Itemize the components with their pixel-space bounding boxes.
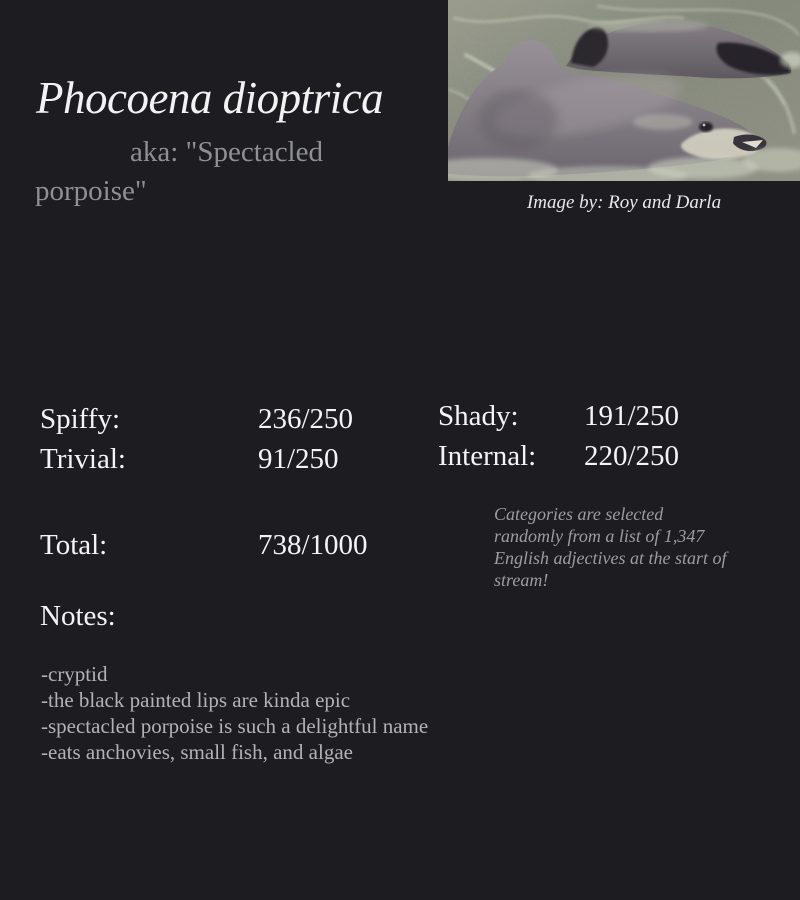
species-title: Phocoena dioptrica xyxy=(36,73,384,123)
stat-value-spiffy: 236/250 xyxy=(258,403,354,435)
porpoise-photo-illustration xyxy=(448,0,800,181)
stat-value-trivial: 91/250 xyxy=(258,443,339,475)
notes-heading: Notes: xyxy=(40,600,116,632)
species-aka-subtitle: aka: "Spectacled porpoise" xyxy=(35,136,323,207)
notes-list xyxy=(41,661,428,765)
note-item: -eats anchovies, small fish, and algae xyxy=(41,740,353,764)
stat-value-shady: 191/250 xyxy=(584,400,680,432)
stat-label-trivial: Trivial: xyxy=(40,443,126,475)
stat-label-total: Total: xyxy=(40,529,108,561)
note-item: -cryptid xyxy=(41,662,108,686)
stat-value-total: 738/1000 xyxy=(258,529,368,561)
stat-value-internal: 220/250 xyxy=(584,440,680,472)
stat-label-internal: Internal: xyxy=(438,440,537,472)
note-item: -the black painted lips are kinda epic xyxy=(41,688,351,712)
porpoise-photo xyxy=(448,0,800,181)
note-item: -spectacled porpoise is such a delightful name xyxy=(41,714,429,738)
image-credit: Image by: Roy and Darla xyxy=(526,192,722,213)
stat-label-shady: Shady: xyxy=(438,400,519,432)
stat-label-spiffy: Spiffy: xyxy=(40,403,121,435)
categories-note: Categories are selected randomly from a list of 1,347 English adjectives at the start of stream! xyxy=(494,504,727,590)
